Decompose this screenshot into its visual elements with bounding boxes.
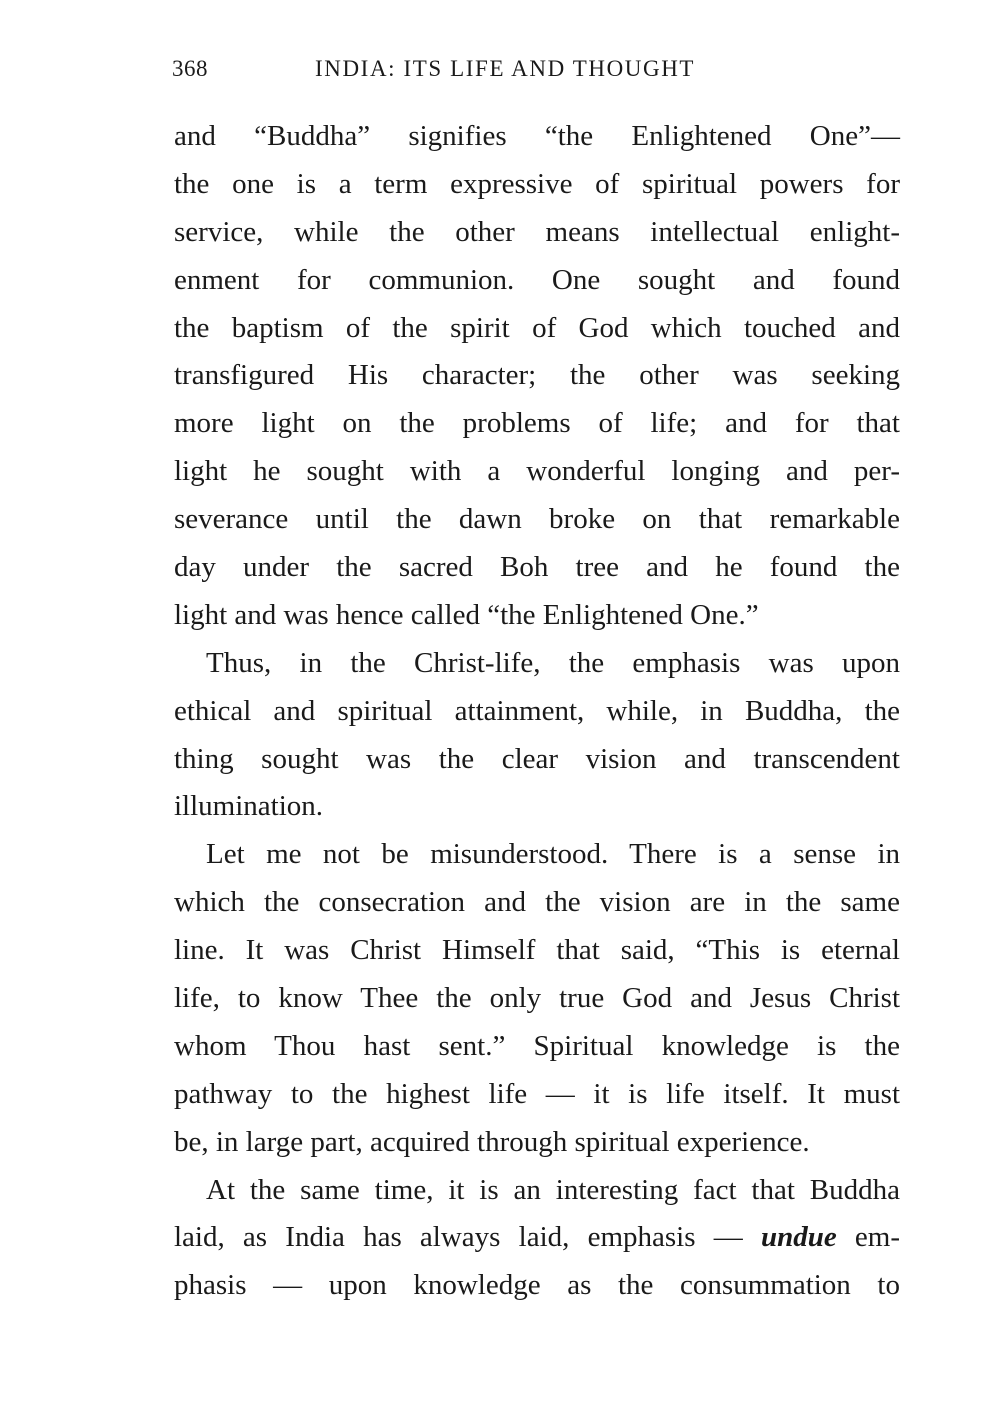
text-line: be, in large part, acquired through spiritual experience. [174, 1125, 810, 1158]
text-line: and “Buddha” signifies “the Enlightened One”— [174, 120, 900, 152]
paragraph-2 [174, 640, 900, 832]
text-line: ethical and spiritual attainment, while, in Buddha, the [174, 694, 900, 727]
running-title: INDIA: ITS LIFE AND THOUGHT [315, 56, 696, 81]
text-line: line. It was Christ Himself that said, “This is eternal [174, 934, 900, 967]
text-line: life, to know Thee the only true God and Jesus Christ [174, 982, 900, 1015]
text-line [174, 1214, 900, 1262]
text-line: more light on the problems of life; and for that [174, 407, 900, 440]
text-line: illumination. [174, 790, 324, 823]
text-line: severance until the dawn broke on that remarkable [174, 503, 900, 536]
text-line: the one is a term expressive of spiritual powers for [174, 167, 900, 200]
text-line: which the consecration and the vision are in the same [174, 886, 900, 919]
text-line: light and was hence called “the Enlightened One.” [174, 598, 759, 631]
text-line: day under the sacred Boh tree and he found the [174, 551, 900, 584]
text-line: the baptism of the spirit of God which touched and [174, 311, 900, 344]
text-line: transfigured His character; the other was seeking [174, 359, 900, 392]
emphasized-word: undue [760, 1221, 837, 1254]
text-line: thing sought was the clear vision and transcendent [174, 742, 900, 775]
page-number: 368 [172, 56, 208, 81]
text-line: Thus, in the Christ-life, the emphasis was upon [206, 646, 900, 679]
text-run: laid, as India has always laid, emphasis — [174, 1221, 761, 1254]
text-line: whom Thou hast sent.” Spiritual knowledge is the [174, 1029, 900, 1062]
paragraph-1 [174, 113, 900, 640]
text-line: service, while the other means intellectual enlight- [174, 215, 900, 248]
text-line: enment for communion. One sought and found [174, 263, 900, 296]
running-head [172, 56, 900, 88]
text-run: em- [836, 1221, 900, 1254]
body-text [174, 113, 900, 1310]
text-line: light he sought with a wonderful longing and per- [174, 455, 900, 488]
text-line: pathway to the highest life — it is life itself. It must [174, 1077, 900, 1110]
text-line: At the same time, it is an interesting fact that Buddha [206, 1173, 900, 1206]
text-line: phasis — upon knowledge as the consummation to [174, 1269, 900, 1302]
text-line: Let me not be misunderstood. There is a sense in [206, 838, 900, 871]
paragraph-4 [174, 1167, 900, 1311]
paragraph-3 [174, 831, 900, 1166]
